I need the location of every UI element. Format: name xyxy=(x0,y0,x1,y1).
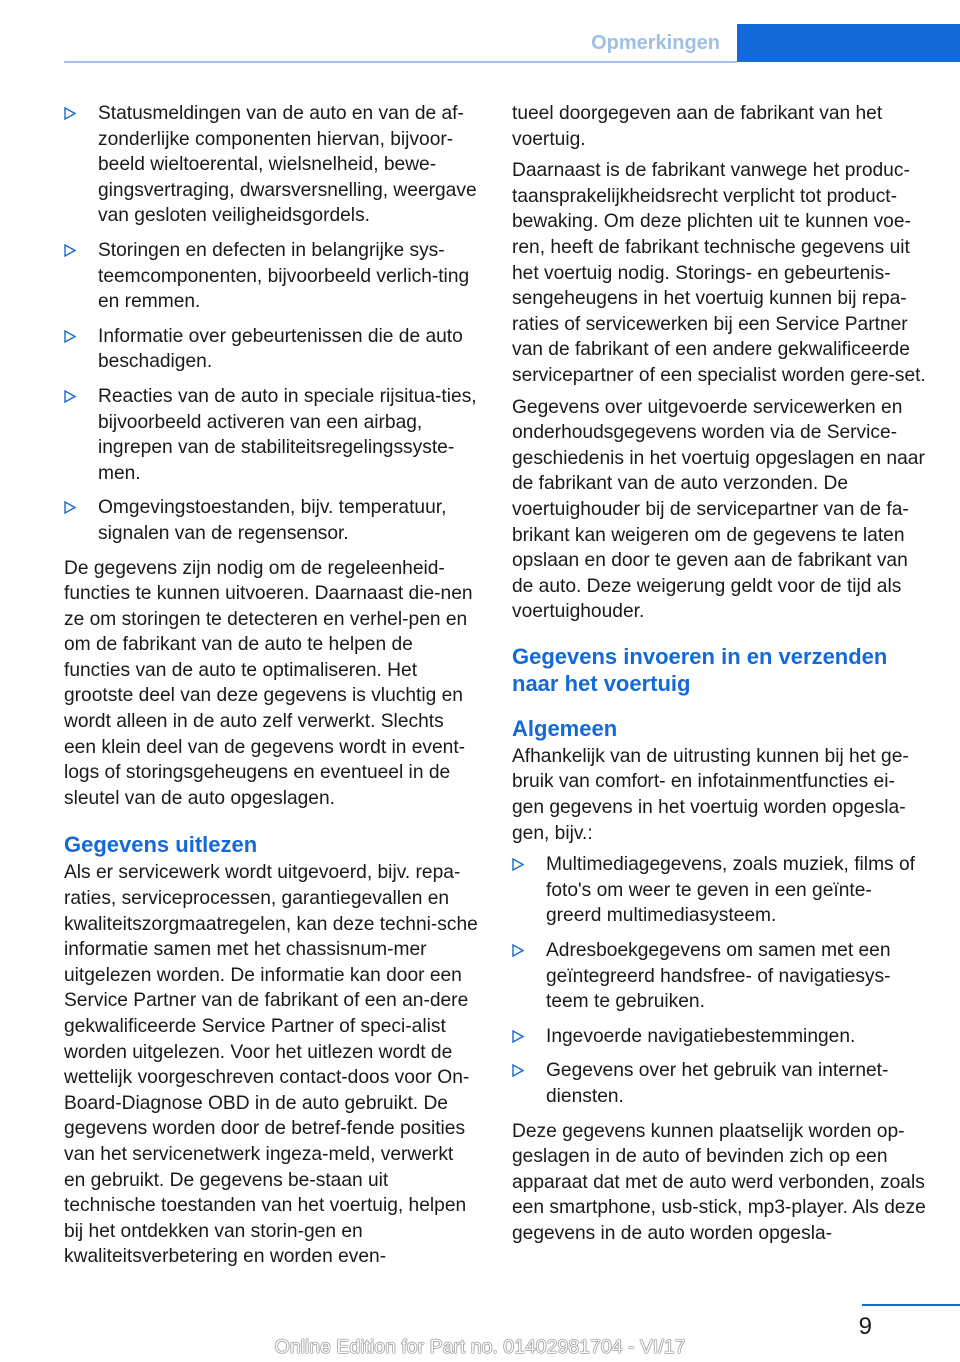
triangle-right-icon xyxy=(64,501,76,514)
edition-footer: Online Edition for Part no. 01402981704 - VI/17 xyxy=(274,1336,686,1358)
body-paragraph: De gegevens zijn nodig om de regeleenheid-functies te kunnen uitvoeren. Daarnaast die-nen ze om storingen te detecteren en verhel-pen en om de fabrikant van de auto te helpen de functies van de auto te optimaliseren. Het grootste deel van deze gegevens is vluchtig en wordt alleen in de auto zelf verwerkt. Slechts een klein deel van de gegevens wordt in event-logs of storingsgeheugens en eventueel in de sleutel van de auto opgeslagen. xyxy=(64,557,473,809)
left-column xyxy=(64,101,478,1276)
header-rule xyxy=(64,61,737,63)
list-item xyxy=(64,101,478,229)
list-item xyxy=(64,495,478,546)
triangle-right-icon xyxy=(512,1064,524,1077)
list-item xyxy=(512,1024,926,1050)
list-item-text: Omgevingstoestanden, bijv. temperatuur, signalen van de regensensor. xyxy=(98,497,447,544)
triangle-right-icon xyxy=(64,244,76,257)
list-item xyxy=(512,852,926,929)
right-bullet-list xyxy=(512,852,926,1109)
body-paragraph: Afhankelijk van de uitrusting kunnen bij het ge-bruik van comfort- en infotainmentfuncties ei-gen gegevens in het voertuig worden opgesla-gen, bijv.: xyxy=(512,745,909,844)
list-item-text: Multimediagegevens, zoals muziek, films of foto's om weer te geven in een geïnte-greerd multimediasysteem. xyxy=(546,854,915,927)
list-item xyxy=(64,324,478,375)
list-item-text: Storingen en defecten in belangrijke sys-teemcomponenten, bijvoorbeeld verlich-ting en remmen. xyxy=(98,239,470,313)
chapter-heading: Gegevens invoeren in en verzenden naar het voertuig xyxy=(512,643,888,696)
list-item-text: Gegevens over het gebruik van internet-diensten. xyxy=(546,1060,889,1107)
page-number: 9 xyxy=(858,1313,872,1340)
triangle-right-icon xyxy=(64,107,76,120)
section-heading: Algemeen xyxy=(512,715,618,741)
list-item-text: Informatie over gebeurtenissen die de auto beschadigen. xyxy=(98,325,463,373)
header-color-block xyxy=(737,24,960,62)
list-item xyxy=(512,1058,926,1109)
triangle-right-icon xyxy=(512,858,524,871)
left-bullet-list xyxy=(64,101,478,547)
body-paragraph: Deze gegevens kunnen plaatselijk worden op-geslagen in de auto of bevinden zich op een apparaat dat met de auto werd verbonden, zoals een smartphone, usb-stick, mp3-player. Als deze gegevens in de auto worden opgesla- xyxy=(512,1120,926,1244)
triangle-right-icon xyxy=(512,1030,524,1043)
section-title: Opmerkingen xyxy=(591,32,720,54)
body-paragraph: Gegevens over uitgevoerde servicewerken en onderhoudsgegevens worden via de Service-geschiedenis in het voertuig opgeslagen en naar de fabrikant van de auto verzonden. De voertuighouder bij de servicepartner van de fa-brikant kan weigeren om de gegevens te laten opslaan en door te geven aan de fabrikant van de auto. Deze weigerung geldt voor de tijd als voertuighouder. xyxy=(512,396,925,623)
body-paragraph: Als er servicewerk wordt uitgevoerd, bijv. repa-raties, serviceprocessen, garantiegevallen en kwaliteitszorgmaatregelen, kan deze techni-sche informatie samen met het chassisnum-mer uitgelezen worden. De informatie kan door een Service Partner van de fabrikant of een an-dere gekwalificeerde Service Partner of speci-alist worden uitgelezen. Voor het uitlezen wordt de wettelijk voorgeschreven contact-doos voor On-Board-Diagnose OBD in de auto gebruikt. De gegevens worden door de betref-fende posities van het servicenetwerk ingeza-meld, verwerkt en gebruikt. De gegevens be-staan uit technische toestanden van het voertuig, helpen bij het ontdekken van storin-gen en kwaliteitsverbetering en worden even- xyxy=(64,862,478,1268)
footer-rule xyxy=(862,1304,960,1306)
list-item-text: Reacties van de auto in speciale rijsitua-ties, bijvoorbeeld activeren van een airbag, ingrepen van de stabiliteitsregelingssyste-men. xyxy=(98,385,477,484)
list-item-text: Ingevoerde navigatiebestemmingen. xyxy=(546,1025,856,1047)
body-paragraph: Daarnaast is de fabrikant vanwege het produc-taansprakelijkheidsrecht verplicht tot product-bewaking. Om deze plichten uit te kunnen voe-ren, heeft de fabrikant technische gegevens uit het voertuig nodig. Storings- en gebeurtenis-sengeheugens in het voertuig kunnen bij repa-raties of servicewerken bij een Service Partner van de fabrikant of een andere gekwalificeerde servicepartner of een specialist worden gere-set. xyxy=(512,160,926,386)
list-item xyxy=(64,238,478,315)
right-column xyxy=(512,101,926,1253)
list-item xyxy=(64,384,478,486)
triangle-right-icon xyxy=(64,390,76,403)
triangle-right-icon xyxy=(512,944,524,957)
list-item-text: Adresboekgegevens om samen met een geïntegreerd handsfree- of navigatiesys-teem te gebruiken. xyxy=(546,940,891,1013)
section-heading: Gegevens uitlezen xyxy=(64,832,258,858)
body-paragraph: tueel doorgegeven aan de fabrikant van het voertuig. xyxy=(512,103,883,150)
list-item xyxy=(512,938,926,1015)
list-item-text: Statusmeldingen van de auto en van de af-zonderlijke componenten hiervan, bijvoor-beeld wieltoerental, wielsnelheid, bewe-gingsvertraging, dwarsversnelling, weergave van gesloten veiligheidsgordels. xyxy=(98,103,477,227)
triangle-right-icon xyxy=(64,330,76,343)
